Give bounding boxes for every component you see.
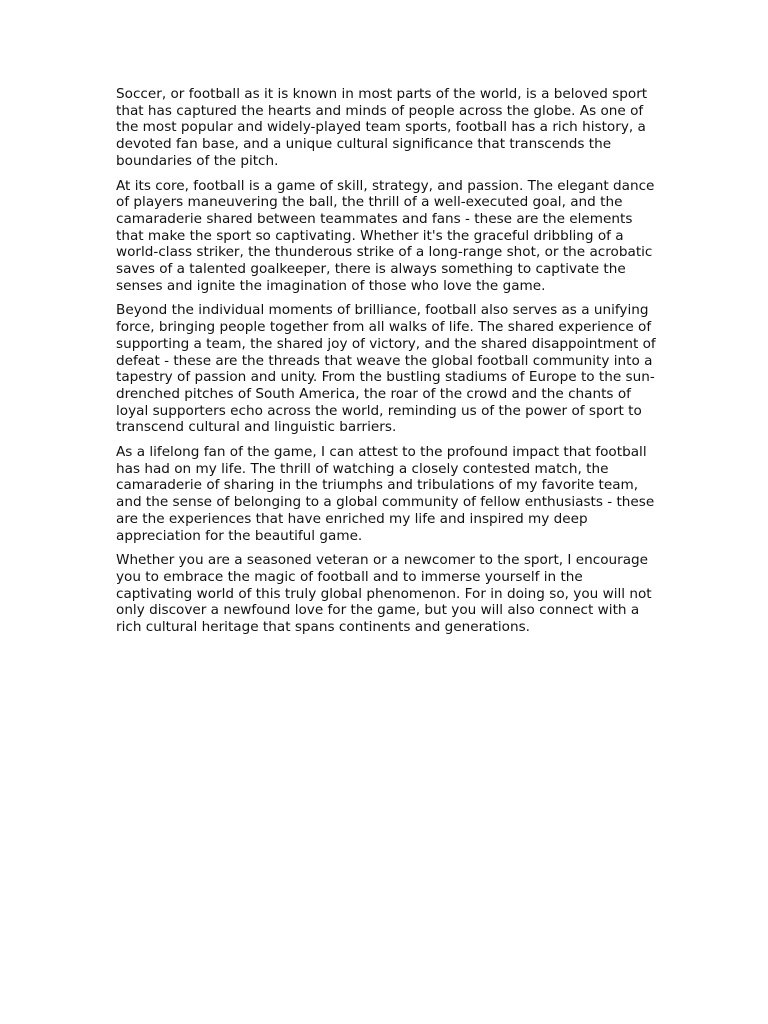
paragraph-2: At its core, football is a game of skill, strategy, and passion. The elegant dance of players maneuvering the ball, the thrill of a well-executed goal, and the camaraderie shared between teammates and fans - these are the elements that make the sport so captivating. Whether it's the graceful dribbling of a world-class striker, the thunderous strike of a long-range shot, or the acrobatic saves of a talented goalkeeper, there is always something to captivate the senses and ignite the imagination of those who love the game. bbox=[116, 177, 655, 294]
paragraph-3: Beyond the individual moments of brilliance, football also serves as a unifying force, bringing people together from all walks of life. The shared experience of supporting a team, the shared joy of victory, and the shared disappointment of defeat - these are the threads that weave the global football community into a tapestry of passion and unity. From the bustling stadiums of Europe to the sun-drenched pitches of South America, the roar of the crowd and the chants of loyal supporters echo across the world, reminding us of the power of sport to transcend cultural and linguistic barriers. bbox=[116, 302, 656, 436]
paragraph-4: As a lifelong fan of the game, I can attest to the profound impact that football has had on my life. The thrill of watching a closely contested match, the camaraderie of sharing in the triumphs and tribulations of my favorite team, and the sense of belonging to a global community of fellow enthusiasts - these are the experiences that have enriched my life and inspired my deep appreciation for the beautiful game. bbox=[116, 444, 655, 544]
paragraph-5: Whether you are a seasoned veteran or a newcomer to the sport, I encourage you to embrace the magic of football and to immerse yourself in the captivating world of this truly global phenomenon. For in doing so, you will not only discover a newfound love for the game, but you will also connect with a rich cultural heritage that spans continents and generations. bbox=[116, 552, 652, 636]
paragraph-1: Soccer, or football as it is known in most parts of the world, is a beloved sport that has captured the hearts and minds of people across the globe. As one of the most popular and widely-played team sports, football has a rich history, a devoted fan base, and a unique cultural significance that transcends the boundaries of the pitch. bbox=[116, 86, 648, 169]
document-page bbox=[116, 86, 656, 644]
